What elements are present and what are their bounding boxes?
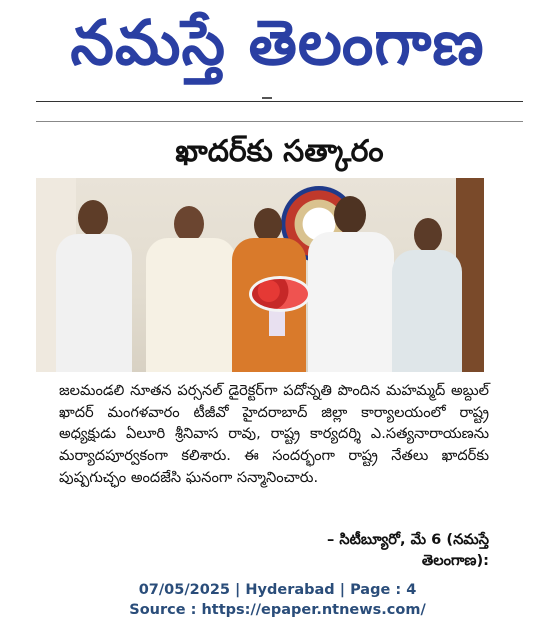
article-body — [59, 380, 489, 489]
source-link[interactable]: Source : https://epaper.ntnews.com/ — [129, 602, 426, 618]
article-headline: ఖాదర్‌కు సత్కారం — [175, 134, 384, 169]
newspaper-title: నమస్తే తెలంగాణ — [70, 6, 485, 79]
article-photo — [36, 178, 484, 372]
article-dateline: – సిటీబ్యూరో, మే 6 (నమస్తే తెలంగాణ): — [327, 531, 489, 569]
article-body-paragraph: జలమండలి నూతన పర్సనల్ డైరెక్టర్‌గా పదోన్నతి పొందిన మహమ్మద్ అబ్దుల్ ఖాదర్ మంగళవారం టీజీవో హైదరాబాద్ జిల్లా కార్యాలయంలో రాష్ట్ర అధ్యక్షుడు ఏలూరి శ్రీనివాస రావు, రాష్ట్ర కార్యదర్శి ఎ.సత్యనారాయణను మర్యాదపూర్వకంగా కలిశారు. ఈ సందర్భంగా రాష్ట్ర నేతలు ఖాదర్‌కు పుష్పగుచ్ఛం అందజేసి ఘనంగా సన్మానించారు. — [59, 382, 489, 486]
masthead-divider-mark — [262, 97, 272, 99]
masthead-divider — [36, 101, 523, 102]
page-footer — [0, 580, 555, 620]
edition-info: 07/05/2025 | Hyderabad | Page : 4 — [138, 582, 417, 598]
masthead — [0, 0, 555, 86]
flower-bouquet — [249, 276, 311, 312]
article-headline-box — [36, 126, 523, 178]
